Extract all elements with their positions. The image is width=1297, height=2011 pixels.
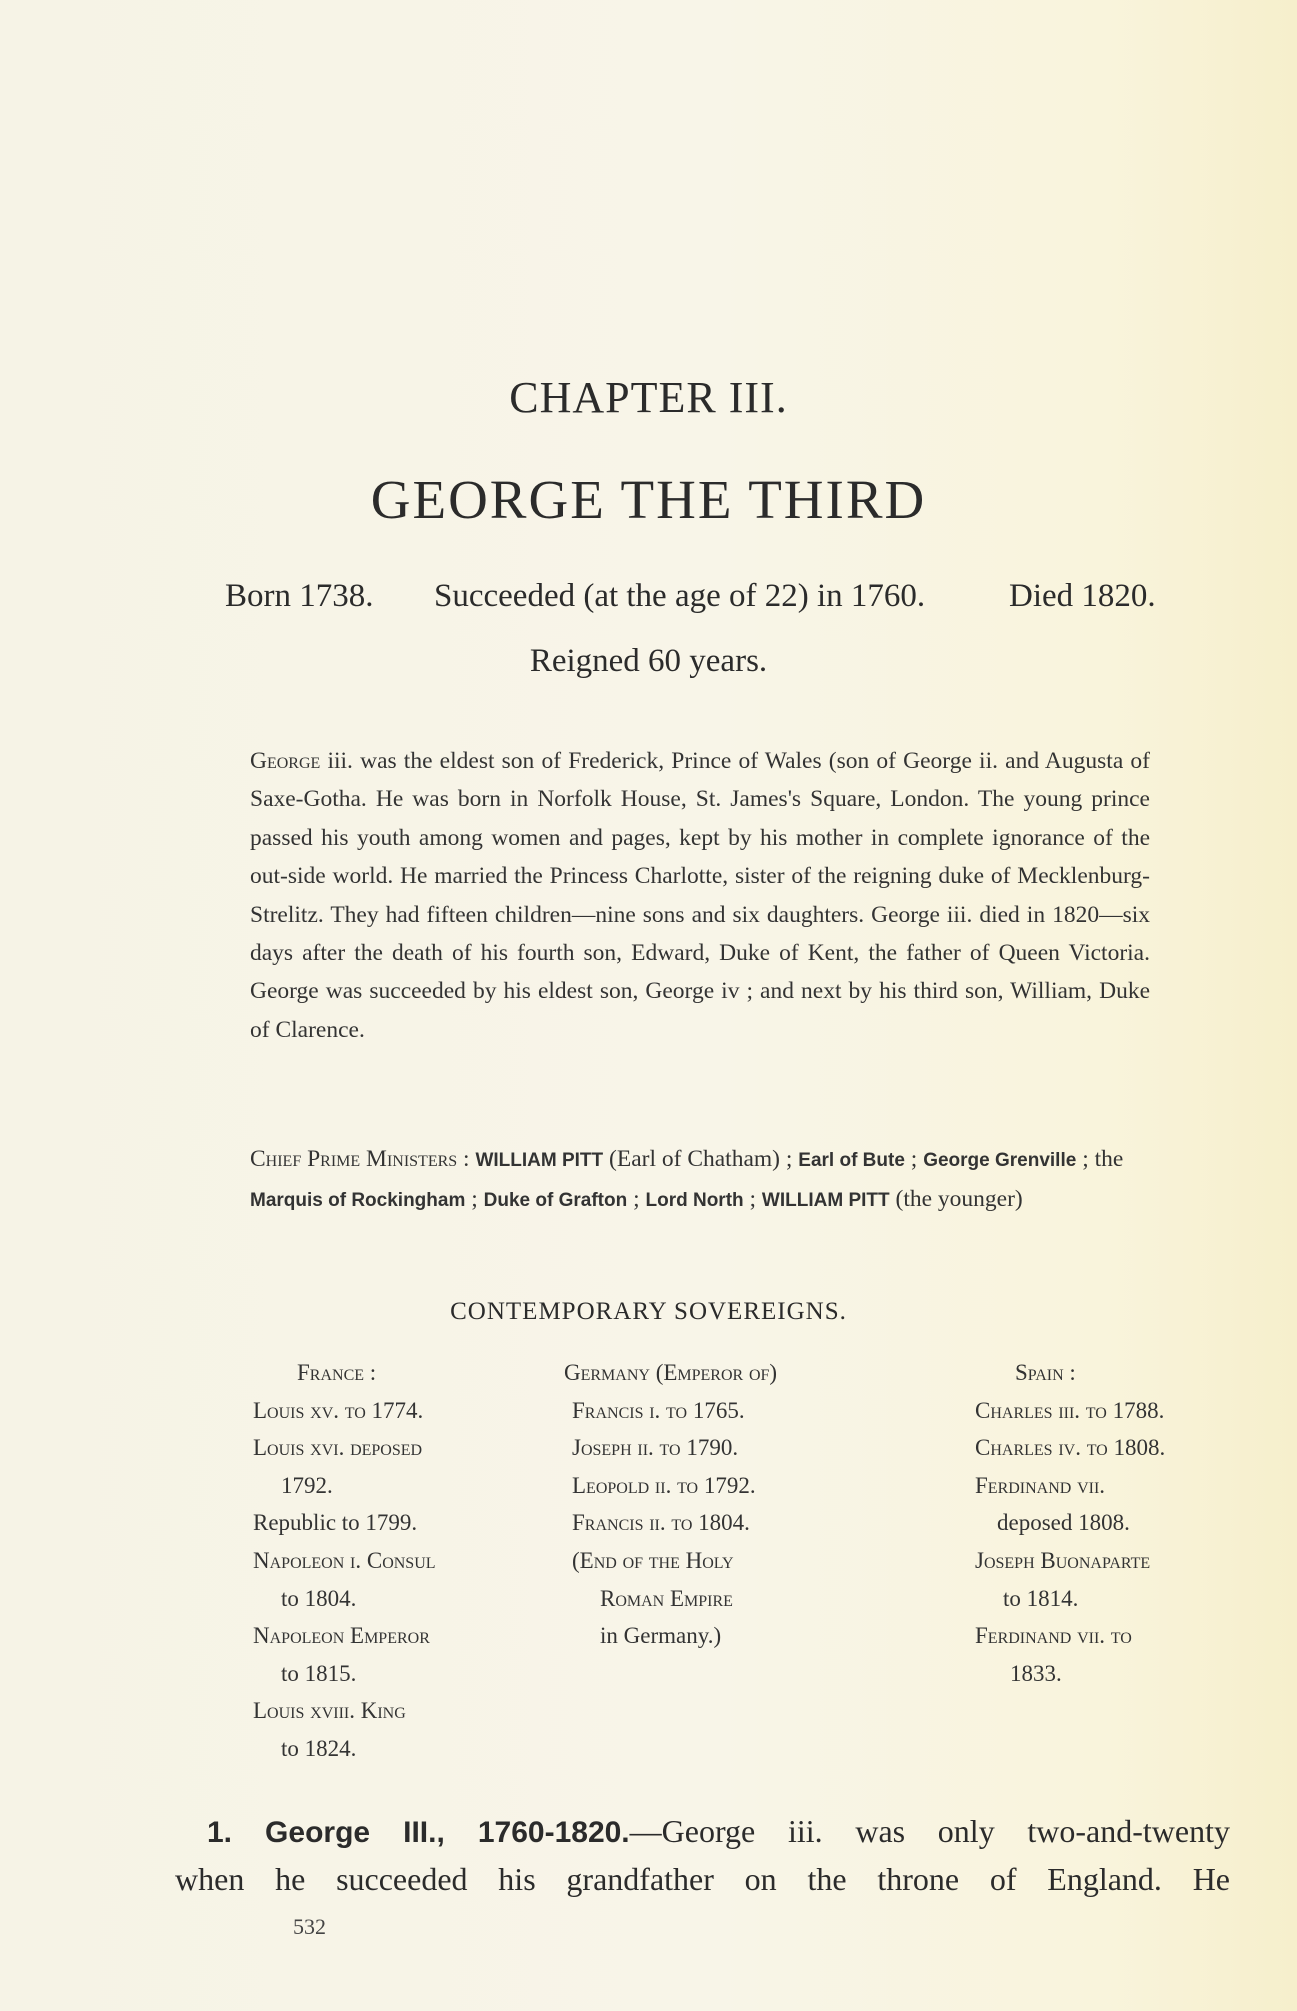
france-line: to 1804. xyxy=(281,1585,357,1611)
paragraph-line-1 xyxy=(175,1808,1230,1856)
minister-rockingham: Marquis of Rockingham xyxy=(250,1190,466,1212)
france-line: Louis xv. to 1774. xyxy=(253,1397,424,1423)
spain-line: Charles iv. to 1808. xyxy=(975,1435,1166,1461)
france-heading: France : xyxy=(297,1360,377,1385)
separator: ; xyxy=(743,1186,762,1213)
germany-line: Roman Empire xyxy=(600,1585,733,1611)
intro-text: iii. was the eldest son of Frederick, Prince of Wales (son of George ii. and Augusta of Saxe-Gotha. He was born in Norfolk House, St. James's Square, London. The young prince passed his youth among women and pages, kept by his mother in complete ignorance of the out-side world. He married the Princess Charlotte, sister of the reigning duke of Mecklenburg-Strelitz. They had fifteen children—nine sons and six daughters. George iii. died in 1820—six days after the death of his fourth son, Edward, Duke of Kent, the father of Queen Victoria. George was succeeded by his eldest son, George iv ; and next by his third son, William, Duke of Clarence. xyxy=(250,748,1150,1043)
reigned-years: Reigned 60 years. xyxy=(529,643,768,679)
ministers-label: Chief Prime Ministers : xyxy=(250,1146,470,1172)
france-line: to 1824. xyxy=(281,1735,357,1761)
minister-grenville: George Grenville xyxy=(923,1150,1077,1171)
died-date: Died 1820. xyxy=(1009,578,1156,614)
france-column xyxy=(253,1354,436,1768)
minister-pitt-elder: WILLIAM PITT xyxy=(475,1150,604,1171)
separator: ; the xyxy=(1076,1146,1124,1172)
chapter-title: GEORGE THE THIRD xyxy=(370,469,927,530)
spain-line: Joseph Buonaparte xyxy=(975,1547,1151,1573)
france-line: Louis xvi. deposed xyxy=(253,1435,423,1461)
minister-note: (Earl of Chatham) ; xyxy=(603,1146,799,1172)
paragraph-text-1: —George iii. was only two-and-twenty xyxy=(629,1813,1231,1849)
prime-ministers xyxy=(250,1140,1150,1221)
minister-pitt-younger: WILLIAM PITT xyxy=(761,1190,890,1212)
born-date: Born 1738. xyxy=(225,578,374,614)
page-number: 532 xyxy=(293,1914,326,1939)
germany-heading: Germany (Emperor of) xyxy=(564,1360,778,1385)
spain-line: 1833. xyxy=(1010,1660,1062,1686)
spain-line: Charles iii. to 1788. xyxy=(975,1397,1165,1423)
separator: ; xyxy=(627,1186,646,1213)
minister-note: (the younger) xyxy=(889,1186,1023,1213)
spain-column xyxy=(975,1354,1165,1692)
spain-line: Ferdinand vii. xyxy=(975,1472,1106,1498)
spain-line: Ferdinand vii. to xyxy=(975,1623,1132,1649)
france-line: Republic to 1799. xyxy=(253,1510,418,1536)
france-line: Louis xviii. King xyxy=(253,1698,406,1724)
germany-line: (End of the Holy xyxy=(572,1547,734,1573)
germany-line: Francis ii. to 1804. xyxy=(572,1510,750,1536)
france-line: 1792. xyxy=(281,1472,333,1498)
body-paragraph xyxy=(175,1808,1230,1902)
germany-line: Leopold ii. to 1792. xyxy=(572,1472,756,1498)
contemporary-sovereigns-heading: CONTEMPORARY SOVEREIGNS. xyxy=(450,1298,847,1325)
germany-line: Joseph ii. to 1790. xyxy=(572,1435,739,1461)
france-line: Napoleon i. Consul xyxy=(253,1547,436,1573)
germany-column xyxy=(564,1354,777,1655)
minister-bute: Earl of Bute xyxy=(798,1150,905,1171)
france-line: to 1815. xyxy=(281,1660,357,1686)
intro-paragraph xyxy=(250,742,1150,1049)
separator: ; xyxy=(465,1186,484,1213)
spain-line: to 1814. xyxy=(1003,1585,1079,1611)
spain-line: deposed 1808. xyxy=(997,1510,1130,1536)
separator: ; xyxy=(904,1146,924,1172)
spain-heading: Spain : xyxy=(1015,1360,1076,1385)
minister-north: Lord North xyxy=(645,1190,744,1212)
germany-line: Francis i. to 1765. xyxy=(572,1397,745,1423)
minister-grafton: Duke of Grafton xyxy=(483,1190,628,1212)
paragraph-line-2: when he succeeded his grandfather on the throne of England. He xyxy=(175,1861,1230,1897)
intro-lead: George xyxy=(250,748,321,774)
chapter-heading: CHAPTER III. xyxy=(509,373,788,422)
section-heading: 1. George III., 1760-1820. xyxy=(207,1816,630,1849)
france-line: Napoleon Emperor xyxy=(253,1623,430,1649)
succeeded-date: Succeeded (at the age of 22) in 1760. xyxy=(434,578,926,614)
germany-line: in Germany.) xyxy=(600,1623,722,1649)
